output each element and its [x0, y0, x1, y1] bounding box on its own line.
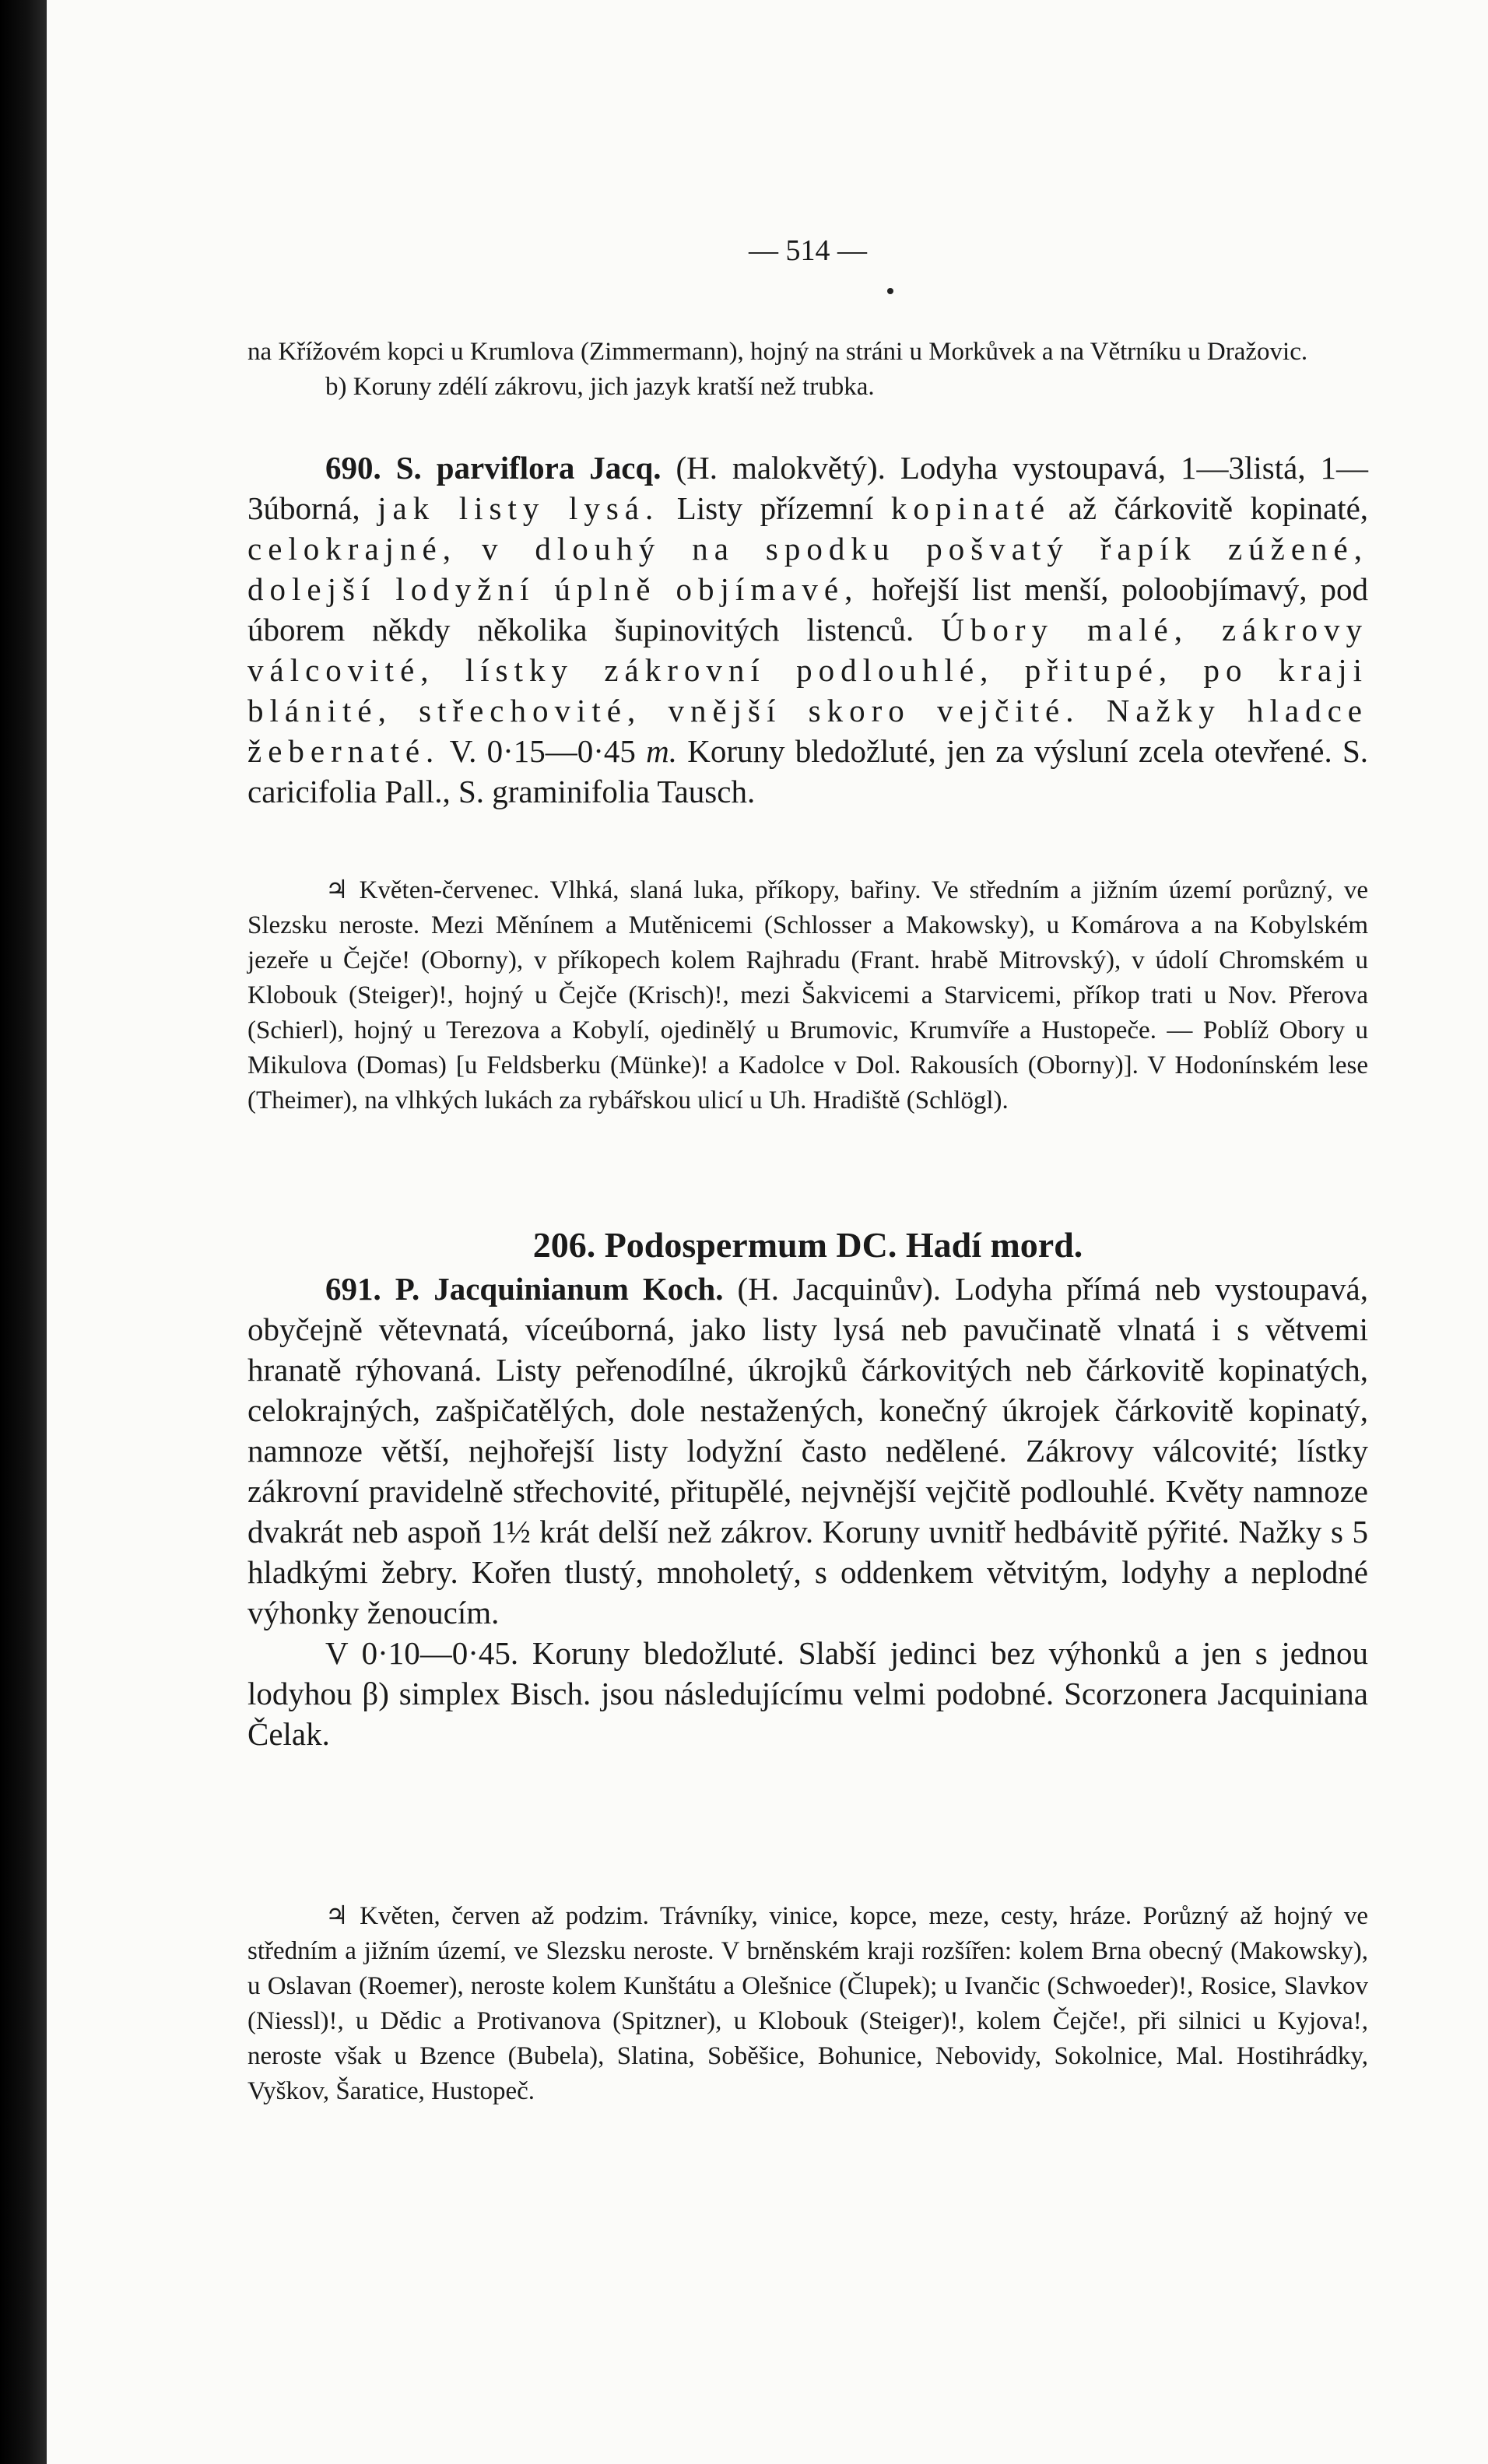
- habitat-690: [247, 873, 1368, 1118]
- entry-690-text: [247, 448, 1368, 812]
- species-number: 691.: [325, 1271, 381, 1307]
- species-number: 690.: [325, 450, 381, 486]
- subsection-b: b) Koruny zdélí zákrovu, jich jazyk kratší než trubka.: [325, 373, 875, 401]
- genus-section-206: [247, 1222, 1368, 1754]
- desc-part-spaced: celokrajné,: [247, 531, 457, 567]
- species-name: S. parviflora Jacq.: [395, 450, 662, 486]
- book-page: [47, 0, 1488, 2464]
- genus-heading: 206. Podospermum DC. Hadí mord.: [532, 1225, 1083, 1265]
- continuation-block: [247, 335, 1368, 405]
- measure: V. 0·15—0·45: [449, 733, 636, 769]
- desc-part: hořejší list menší, poloobjímavý, pod úborem někdy několika šupinovitých listenců.: [247, 571, 1369, 648]
- species-entry-690: [247, 448, 1368, 812]
- entry-691-text: [247, 1269, 1368, 1633]
- continuation-line: na Křížovém kopci u Krumlova (Zimmermann), hojný na stráni u Morkůvek a na Větrníku u Dražovic.: [247, 338, 1308, 366]
- habitat-690-text: ♃ Květen-červenec. Vlhká, slaná luka, příkopy, bařiny. Ve středním a jižním území porůzný, ve Slezsku neroste. Mezi Měnínem a Mutěnicemi (Schlosser a Makowsky), u Komárova a na Kobylském jezeře u Čejče! (Oborny), v příkopech kolem Rajhradu (Frant. hrabě Mitrovský), v údolí Chromském u Klobouk (Steiger)!, hojný u Čejče (Krisch)!, mezi Šakvicemi a Starvicemi, příkop trati u Nov. Přerova (Schierl), hojný u Terezova a Kobylí, ojedinělý u Brumovic, Krumvíře a Hustopeče. — Poblíž Obory u Mikulova (Domas) [u Feldsberku (Münke)! a Kadolce v Dol. Rakousích (Oborny)]. V Hodonínském lese (Theimer), na vlhkých lukách za rybářskou ulicí u Uh. Hradiště (Schlögl).: [247, 876, 1368, 1114]
- unit: m.: [646, 733, 678, 769]
- desc-part: Koruny bledožluté, jen za výsluní zcela otevřené. S. caricifolia Pall., S. graminifolia Tausch.: [247, 733, 1369, 809]
- entry-691-measure: V 0·10—0·45. Koruny bledožluté. Slabší jedinci bez výhonků a jen s jednou lodyhou β) simplex Bisch. jsou následujícímu velmi podobné. Scorzonera Jacquiniana Čelak.: [247, 1635, 1368, 1752]
- book-spine-edge: [0, 0, 47, 2464]
- speck: [887, 288, 893, 294]
- desc-part: Listy přízemní: [676, 490, 874, 526]
- habitat-691: [247, 1899, 1368, 2109]
- common-name: (H. malokvětý).: [676, 450, 886, 486]
- desc-part: Lodyha vystoupavá, 1—3listá, 1—3úborná,: [247, 450, 1369, 526]
- habitat-691-text: ♃ Květen, červen až podzim. Trávníky, vinice, kopce, meze, cesty, hráze. Porůzný až hojný ve středním a jižním území, ve Slezsku neroste. V brněnském kraji rozšířen: kolem Brna obecný (Makowsky), u Oslavan (Roemer), neroste kolem Kunštátu a Olešnice (Člupek); u Ivančic (Schwoeder)!, Rosice, Slavkov (Niessl)!, u Dědic a Protivanova (Spitzner), u Klobouk (Steiger)!, kolem Čejče!, při silnici u Kyjova!, neroste však u Bzence (Bubela), Slatina, Soběšice, Bohunice, Nebovidy, Sokolnice, Mal. Hostihrádky, Vyškov, Šaratice, Hustopeč.: [247, 1902, 1368, 2105]
- desc-part-spaced: Úbory malé, zákrovy válcovité, lístky zákrovní podlouhlé, přitupé, po kraji blánité, střechovité, vnější skoro vejčité. Nažky hladce žebernaté.: [247, 612, 1369, 769]
- common-name: (H. Jacquinův).: [737, 1271, 942, 1307]
- desc-part-spaced: v dlouhý na spodku pošvatý řapík zúžené,: [481, 531, 1369, 567]
- desc-part: až čárkovitě kopinaté,: [1068, 490, 1369, 526]
- desc-part-spaced: jak listy lysá.: [377, 490, 660, 526]
- description: Lodyha přímá neb vystoupavá, obyčejně větevnatá, víceúborná, jako listy lysá neb pavučinatě vlnatá i s větvemi hranatě rýhovaná. Listy peřenodílné, úkrojků čárkovitých neb čárkovitě kopinatých, celokrajných, zašpičatělých, dole nestažených, konečný úkrojek čárkovitě kopinatý, namnoze větší, nejhořejší listy lodyžní často nedělené. Zákrovy válcovité; lístky zákrovní pravidelně střechovité, přitupělé, nejvnější vejčitě podlouhlé. Květy namnoze dvakrát neb aspoň 1½ krát delší než zákrov. Koruny uvnitř hedbávitě pýřité. Nažky s 5 hladkými žebry. Kořen tlustý, mnoholetý, s oddenkem větvitým, lodyhy a neplodné výhonky ženoucím.: [247, 1271, 1368, 1630]
- species-name: P. Jacquinianum Koch.: [395, 1271, 724, 1307]
- desc-part-spaced: kopinaté: [890, 490, 1051, 526]
- page-number: — 514 —: [749, 234, 867, 267]
- desc-part-spaced: dolejší lodyžní úplně objímavé,: [247, 571, 859, 607]
